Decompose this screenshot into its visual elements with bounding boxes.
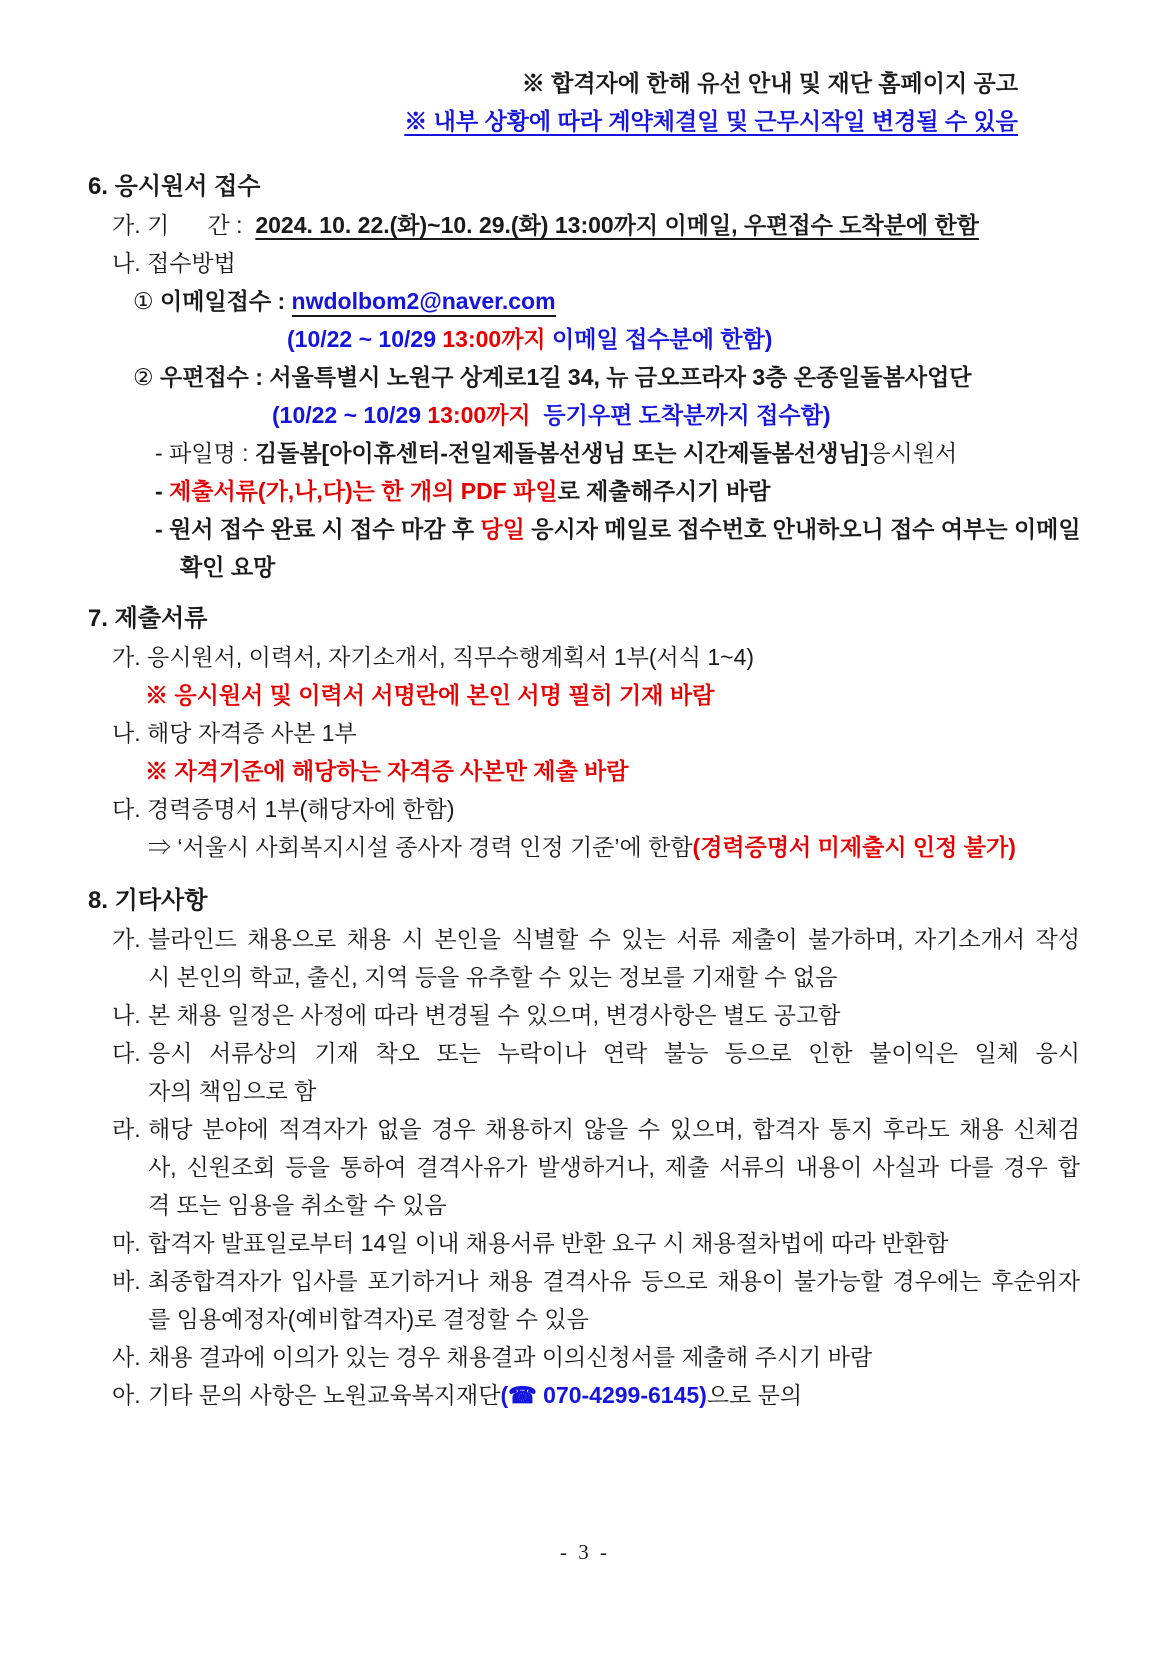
etc-item-ga-line-1: 블라인드 채용으로 채용 시 본인을 식별할 수 있는 서류 제출이 불가하며, 자기소개서 작성 <box>148 926 1080 952</box>
etc-item-da-line-1: 응시 서류상의 기재 착오 또는 누락이나 연락 불능 등으로 인한 불이익은 일체 응시 <box>148 1040 1080 1066</box>
etc-item-ba-line-1: 최종합격자가 입사를 포기하거나 채용 결격사유 등으로 채용이 불가능할 경우에는 후순위자 <box>148 1268 1080 1294</box>
item-label: 라. <box>112 1116 141 1142</box>
docs-item-da-text: 다. 경력증명서 1부(해당자에 한함) <box>112 796 455 822</box>
section-7-title <box>88 600 1170 638</box>
post-method-label: 우편접수 : <box>160 364 270 390</box>
item-label: 마. <box>112 1230 141 1256</box>
method-label-line <box>112 244 1170 282</box>
etc-item-a <box>112 1376 1170 1414</box>
etc-item-ba <box>112 1262 1170 1338</box>
receipt-notice-line-2 <box>180 548 1170 586</box>
docs-item-ga-text: 가. 응시원서, 이력서, 자기소개서, 직무수행계획서 1부(서식 1~4) <box>112 644 755 670</box>
receipt-notice-cont: 확인 요망 <box>180 554 276 580</box>
docs-item-ga <box>112 638 1170 676</box>
file-name-line <box>155 434 1170 472</box>
pdf-requirement-rest: 로 제출해주시기 바람 <box>557 478 771 504</box>
post-period-part2: 등기우편 도착분까지 접수함) <box>530 402 831 428</box>
docs-note-ga-text: ※ 응시원서 및 이력서 서명란에 본인 서명 필히 기재 바람 <box>145 682 715 708</box>
header-note-1-text: ※ 합격자에 한해 유선 안내 및 재단 홈페이지 공고 <box>521 70 1018 96</box>
etc-item-ra-line-2: 사, 신원조회 등을 통하여 결격사유가 발생하거나, 제출 서류의 내용이 사실과 다를 경우 합 <box>148 1154 1080 1180</box>
pdf-requirement-highlight: 제출서류(가,나,다)는 한 개의 PDF 파일 <box>169 478 558 504</box>
etc-item-na <box>112 996 1170 1034</box>
etc-item-ra-line-1: 해당 분야에 적격자가 없을 경우 채용하지 않을 수 있으며, 합격자 통지 후라도 채용 신체검 <box>148 1116 1080 1142</box>
application-period-line <box>112 206 1170 244</box>
etc-item-sa-line-1: 채용 결과에 이의가 있는 경우 채용결과 이의신청서를 제출해 주시기 바람 <box>148 1344 873 1370</box>
item-label: 바. <box>112 1268 141 1294</box>
dash-marker: - <box>155 440 170 466</box>
header-note-1 <box>0 64 1018 102</box>
section-6-title-text: 6. 응시원서 접수 <box>88 173 261 200</box>
email-period-line <box>287 320 1170 358</box>
item-label: 다. <box>112 1040 141 1066</box>
section-8-title <box>88 882 1170 920</box>
item-label: 아. <box>112 1382 141 1408</box>
etc-item-da <box>112 1034 1170 1110</box>
circled-1-marker: ① <box>133 288 161 314</box>
item-label: 가. <box>112 926 141 952</box>
docs-item-da <box>112 790 1170 828</box>
docs-note-da-text: ⇒ ‘서울시 사회복지시설 종사자 경력 인정 기준’에 한함 <box>148 834 693 860</box>
docs-note-da-warning: (경력증명서 미제출시 인정 불가) <box>692 834 1016 860</box>
section-8-title-text: 8. 기타사항 <box>88 887 208 914</box>
email-method-line <box>133 282 1170 320</box>
item-label: 사. <box>112 1344 141 1370</box>
section-7-title-text: 7. 제출서류 <box>88 605 208 632</box>
post-method-line <box>133 358 1170 396</box>
pdf-requirement-line <box>155 472 1170 510</box>
file-name-suffix: 응시원서 <box>868 440 958 466</box>
etc-item-ga <box>112 920 1170 996</box>
contact-text-suffix: 으로 문의 <box>706 1382 803 1408</box>
method-label: 나. 접수방법 <box>112 250 236 276</box>
docs-item-na <box>112 714 1170 752</box>
etc-item-sa <box>112 1338 1170 1376</box>
email-period-part2: 이메일 접수분에 한함) <box>545 326 773 352</box>
page-number <box>0 1540 1170 1565</box>
dash-marker: - <box>155 516 170 542</box>
contact-text: 기타 문의 사항은 노원교육복지재단 <box>148 1382 501 1408</box>
etc-item-da-line-2: 자의 책임으로 함 <box>148 1078 317 1104</box>
post-period-deadline: 13:00까지 <box>427 402 531 428</box>
dash-marker: - <box>155 478 170 504</box>
etc-item-na-line-1: 본 채용 일정은 사정에 따라 변경될 수 있으며, 변경사항은 별도 공고함 <box>148 1002 841 1028</box>
file-name-label: 파일명 : <box>169 440 255 466</box>
circled-2-marker: ② <box>133 364 161 390</box>
etc-item-a-line-1 <box>148 1376 1080 1414</box>
application-period-label: 가. 기 간 : <box>112 212 256 238</box>
application-period-value: 2024. 10. 22.(화)~10. 29.(화) 13:00까지 이메일, 우편접수 도착분에 한함 <box>255 212 979 238</box>
post-address: 서울특별시 노원구 상계로1길 34, 뉴 금오프라자 3층 온종일돌봄사업단 <box>269 364 972 390</box>
section-6-title <box>88 168 1170 206</box>
etc-item-ra-line-3: 격 또는 임용을 취소할 수 있음 <box>148 1192 447 1218</box>
post-period-line <box>272 396 1170 434</box>
docs-item-na-text: 나. 해당 자격증 사본 1부 <box>112 720 357 746</box>
header-note-2 <box>0 102 1018 140</box>
file-name-value: 김돌봄[아이휴센터-전일제돌봄선생님 또는 시간제돌봄선생님] <box>254 440 869 466</box>
email-link[interactable]: nwdolbom2@naver.com <box>292 288 556 317</box>
etc-item-ma <box>112 1224 1170 1262</box>
header-note-2-text: ※ 내부 상황에 따라 계약체결일 및 근무시작일 변경될 수 있음 <box>404 108 1018 134</box>
receipt-notice-line <box>155 510 1170 548</box>
header-notes <box>0 0 1170 140</box>
receipt-notice-part2: 응시자 메일로 접수번호 안내하오니 접수 여부는 이메일 <box>524 516 1081 542</box>
page-number-text: - 3 - <box>560 1540 610 1564</box>
docs-note-na-text: ※ 자격기준에 해당하는 자격증 사본만 제출 바람 <box>145 758 629 784</box>
receipt-notice-sameday: 당일 <box>480 516 525 542</box>
item-label: 나. <box>112 1002 141 1028</box>
etc-item-ma-line-1: 합격자 발표일로부터 14일 이내 채용서류 반환 요구 시 채용절차법에 따라 반환함 <box>148 1230 949 1256</box>
docs-note-ga <box>145 676 1170 714</box>
etc-item-ga-line-2: 시 본인의 학교, 출신, 지역 등을 유추할 수 있는 정보를 기재할 수 없음 <box>148 964 838 990</box>
email-period-part1: (10/22 ~ 10/29 <box>287 326 443 352</box>
contact-phone: (☎ 070-4299-6145) <box>500 1382 707 1408</box>
email-method-label: 이메일접수 : <box>160 288 292 314</box>
email-period-deadline: 13:00까지 <box>442 326 546 352</box>
docs-note-na <box>145 752 1170 790</box>
etc-item-ba-line-2: 를 임용예정자(예비합격자)로 결정할 수 있음 <box>148 1306 589 1332</box>
post-period-part1: (10/22 ~ 10/29 <box>272 402 428 428</box>
docs-note-da <box>148 828 1170 866</box>
etc-item-ra <box>112 1110 1170 1224</box>
receipt-notice-part1: 원서 접수 완료 시 접수 마감 후 <box>169 516 481 542</box>
